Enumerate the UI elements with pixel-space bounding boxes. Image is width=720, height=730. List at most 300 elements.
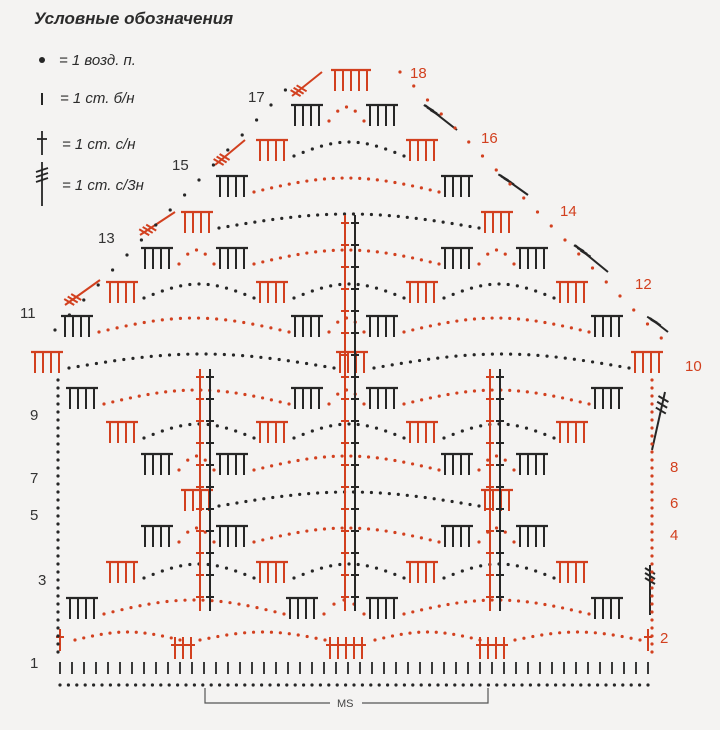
chain-stitch — [650, 538, 653, 541]
chain-stitch — [535, 391, 538, 394]
chain-stitch — [226, 225, 229, 228]
chain-stitch — [255, 606, 258, 609]
chain-stitch — [261, 260, 264, 263]
chain-stitch — [587, 402, 590, 405]
chain-stitch — [650, 570, 653, 573]
row-number-right: 12 — [635, 276, 652, 293]
chain-stitch — [216, 424, 219, 427]
chain-stitch — [384, 289, 387, 292]
repeat-bracket — [205, 688, 488, 710]
chain-stitch — [111, 268, 114, 271]
chain-stitch — [56, 586, 59, 589]
chain-stitch — [161, 429, 164, 432]
chain-stitch — [212, 468, 215, 471]
chain-stitch — [207, 637, 210, 640]
chain-stitch — [420, 258, 423, 261]
chain-stitch — [340, 176, 343, 179]
chain-stitch — [540, 633, 543, 636]
chain-stitch — [358, 455, 361, 458]
chain-stitch — [188, 316, 191, 319]
row-number-left: 3 — [38, 572, 47, 589]
chain-stitch — [552, 395, 555, 398]
chain-stitch — [113, 359, 116, 362]
chain-stitch — [111, 610, 114, 613]
chain-stitch — [336, 683, 339, 686]
chain-stitch — [164, 390, 167, 393]
chain-stitch — [174, 599, 177, 602]
chain-stitch — [297, 633, 300, 636]
chain-stitch — [327, 402, 330, 405]
chain-stitch — [386, 683, 389, 686]
chain-stitch — [97, 330, 100, 333]
chain-stitch — [375, 567, 378, 570]
chain-stitch — [217, 226, 220, 229]
chain-stitch — [252, 683, 255, 686]
chain-stitch — [56, 442, 59, 445]
chain-stitch — [347, 562, 350, 565]
chain-stitch — [224, 318, 227, 321]
chain-stitch — [411, 184, 414, 187]
chain-stitch — [294, 683, 297, 686]
chain-stitch — [314, 528, 317, 531]
chain-stitch — [587, 330, 590, 333]
chain-stitch — [234, 289, 237, 292]
chain-stitch — [495, 248, 498, 251]
chain-stitch — [183, 599, 186, 602]
chain-stitch — [385, 179, 388, 182]
row-number-left: 9 — [30, 407, 39, 424]
chain-stitch — [402, 255, 405, 258]
chain-stitch — [497, 282, 500, 285]
chain-stitch — [340, 526, 343, 529]
chain-stitch — [327, 119, 330, 122]
chain-stitch — [188, 283, 191, 286]
chain-stitch — [495, 168, 498, 171]
chain-stitch — [252, 631, 255, 634]
chain-stitch — [260, 324, 263, 327]
chain-stitch — [173, 389, 176, 392]
chain-stitch — [529, 683, 532, 686]
chain-stitch — [143, 321, 146, 324]
chain-stitch — [437, 190, 440, 193]
chain-stitch — [567, 631, 570, 634]
chain-stitch — [378, 683, 381, 686]
chain-stitch — [558, 631, 561, 634]
chain-stitch — [270, 258, 273, 261]
chain-stitch — [579, 610, 582, 613]
chain-stitch — [288, 533, 291, 536]
chain-stitch — [332, 249, 335, 252]
chain-stitch — [56, 618, 59, 621]
chain-stitch — [218, 683, 221, 686]
chain-stitch — [495, 683, 498, 686]
chain-stitch — [504, 531, 507, 534]
chain-stitch — [134, 683, 137, 686]
row-number-left: 13 — [98, 230, 115, 247]
chain-stitch — [228, 601, 231, 604]
row-number-left: 1 — [30, 655, 39, 672]
chain-stitch — [402, 402, 405, 405]
chain-stitch — [252, 540, 255, 543]
chain-stitch — [255, 118, 258, 121]
chain-stitch — [650, 546, 653, 549]
chain-stitch — [56, 530, 59, 533]
chain-stitch — [67, 366, 70, 369]
chain-stitch — [320, 145, 323, 148]
chain-stitch — [323, 527, 326, 530]
chain-stitch — [177, 468, 180, 471]
chain-stitch — [150, 355, 153, 358]
chain-stitch — [336, 321, 339, 324]
chain-stitch — [122, 358, 125, 361]
chain-stitch — [349, 176, 352, 179]
chain-stitch — [332, 366, 335, 369]
chain-stitch — [516, 424, 519, 427]
chain-stitch — [307, 214, 310, 217]
chain-stitch — [440, 112, 443, 115]
chain-stitch — [201, 599, 204, 602]
chain-stitch — [376, 178, 379, 181]
chain-stitch — [243, 433, 246, 436]
chain-stitch — [311, 569, 314, 572]
chain-stitch — [650, 514, 653, 517]
chain-stitch — [402, 296, 405, 299]
chain-stitch — [382, 365, 385, 368]
chain-stitch — [56, 610, 59, 613]
chain-stitch — [509, 352, 512, 355]
chain-stitch — [570, 398, 573, 401]
chain-stitch — [155, 391, 158, 394]
chain-stitch — [177, 540, 180, 543]
chain-stitch — [543, 321, 546, 324]
chain-stitch — [650, 402, 653, 405]
chain-stitch — [323, 177, 326, 180]
chain-stitch — [287, 359, 290, 362]
chain-stitch — [535, 601, 538, 604]
chain-stitch — [470, 636, 473, 639]
chain-stitch — [314, 456, 317, 459]
chain-stitch — [325, 491, 328, 494]
chain-stitch — [316, 213, 319, 216]
chain-stitch — [517, 389, 520, 392]
chain-stitch — [504, 459, 507, 462]
chain-stitch — [391, 363, 394, 366]
chain-stitch — [214, 353, 217, 356]
chain-stitch — [243, 393, 246, 396]
chain-stitch — [477, 262, 480, 265]
chain-stitch — [349, 248, 352, 251]
chain-stitch — [454, 355, 457, 358]
chain-stitch — [296, 531, 299, 534]
row-number-right: 8 — [670, 459, 679, 476]
chain-stitch — [552, 436, 555, 439]
chain-stitch — [536, 354, 539, 357]
chain-stitch — [262, 219, 265, 222]
chain-stitch — [650, 386, 653, 389]
chain-stitch — [420, 683, 423, 686]
chain-stitch — [305, 362, 308, 365]
chain-stitch — [393, 459, 396, 462]
chain-stitch — [468, 503, 471, 506]
chain-stitch — [233, 319, 236, 322]
chain-stitch — [420, 536, 423, 539]
chain-stitch — [660, 336, 663, 339]
chain-stitch — [234, 569, 237, 572]
chain-stitch — [161, 569, 164, 572]
row-number-left: 5 — [30, 507, 39, 524]
chain-stitch — [56, 490, 59, 493]
chain-stitch — [650, 498, 653, 501]
chain-stitch — [56, 506, 59, 509]
chain-stitch — [433, 219, 436, 222]
chain-stitch — [585, 631, 588, 634]
chain-stitch — [462, 683, 465, 686]
chain-stitch — [650, 426, 653, 429]
chain-stitch — [577, 252, 580, 255]
chain-stitch — [285, 683, 288, 686]
chain-stitch — [53, 328, 56, 331]
chain-stitch — [650, 610, 653, 613]
chain-stitch — [334, 213, 337, 216]
chain-stitch — [287, 402, 290, 405]
chain-stitch — [109, 683, 112, 686]
chain-stitch — [165, 600, 168, 603]
triple-treble-stitch — [140, 212, 175, 235]
chain-stitch — [226, 503, 229, 506]
chain-stitch — [154, 223, 157, 226]
chain-stitch — [388, 214, 391, 217]
chain-stitch — [279, 534, 282, 537]
chain-stitch — [627, 366, 630, 369]
chain-stitch — [197, 316, 200, 319]
chain-stitch — [629, 637, 632, 640]
chain-stitch — [314, 250, 317, 253]
chain-stitch — [320, 287, 323, 290]
triple-treble-stitch — [65, 280, 100, 305]
chain-stitch — [225, 427, 228, 430]
chain-stitch — [433, 497, 436, 500]
chain-stitch — [241, 133, 244, 136]
chain-stitch — [393, 433, 396, 436]
chain-stitch — [650, 586, 653, 589]
chain-stitch — [375, 427, 378, 430]
chain-stitch — [579, 400, 582, 403]
chain-stitch — [495, 526, 498, 529]
chain-stitch — [366, 284, 369, 287]
chain-stitch — [393, 181, 396, 184]
chain-stitch — [516, 564, 519, 567]
chain-stitch — [280, 495, 283, 498]
chain-stitch — [182, 389, 185, 392]
chain-stitch — [438, 395, 441, 398]
chain-stitch — [56, 634, 59, 637]
chain-stitch — [650, 530, 653, 533]
chain-stitch — [169, 208, 172, 211]
chain-stitch — [582, 359, 585, 362]
chain-stitch — [56, 386, 59, 389]
chain-stitch — [479, 564, 482, 567]
chain-stitch — [461, 289, 464, 292]
chain-stitch — [436, 683, 439, 686]
chain-stitch — [612, 633, 615, 636]
row-number-right: 16 — [481, 130, 498, 147]
chain-stitch — [546, 683, 549, 686]
chain-stitch — [403, 683, 406, 686]
chain-stitch — [650, 458, 653, 461]
chain-stitch — [314, 178, 317, 181]
chain-stitch — [56, 402, 59, 405]
chain-stitch — [338, 141, 341, 144]
chain-stitch — [358, 527, 361, 530]
chain-stitch — [650, 626, 653, 629]
chain-stitch — [168, 683, 171, 686]
chain-stitch — [490, 316, 493, 319]
chain-stitch — [186, 353, 189, 356]
chain-stitch — [323, 249, 326, 252]
chain-stitch — [650, 594, 653, 597]
chain-stitch — [270, 631, 273, 634]
chain-stitch — [73, 638, 76, 641]
chain-stitch — [406, 494, 409, 497]
chain-stitch — [170, 636, 173, 639]
chain-stitch — [268, 357, 271, 360]
chain-stitch — [268, 683, 271, 686]
chain-stitch — [429, 188, 432, 191]
chain-stitch — [347, 140, 350, 143]
chain-stitch — [534, 569, 537, 572]
chain-stitch — [438, 323, 441, 326]
chain-stitch — [455, 391, 458, 394]
chain-stitch — [67, 683, 70, 686]
chain-stitch — [216, 564, 219, 567]
chain-stitch — [618, 365, 621, 368]
chain-stitch — [195, 352, 198, 355]
chain-stitch — [253, 221, 256, 224]
row-numbers — [20, 65, 702, 672]
chain-stitch — [327, 683, 330, 686]
chain-stitch — [507, 563, 510, 566]
chain-stitch — [56, 410, 59, 413]
chain-stitch — [424, 218, 427, 221]
chain-stitch — [322, 612, 325, 615]
chain-stitch — [429, 324, 432, 327]
chain-stitch — [579, 683, 582, 686]
chain-stitch — [261, 188, 264, 191]
chain-stitch — [452, 433, 455, 436]
chain-stitch — [244, 222, 247, 225]
chain-stitch — [296, 361, 299, 364]
chain-stitch — [412, 84, 415, 87]
chain-stitch — [131, 357, 134, 360]
chain-stitch — [442, 499, 445, 502]
chain-stitch — [278, 358, 281, 361]
chain-stitch — [140, 238, 143, 241]
chain-stitch — [349, 454, 352, 457]
chain-stitch — [170, 317, 173, 320]
chain-stitch — [361, 683, 364, 686]
chain-stitch — [543, 293, 546, 296]
chain-stitch — [436, 357, 439, 360]
chain-stitch — [252, 296, 255, 299]
chain-stitch — [552, 323, 555, 326]
chain-stitch — [296, 459, 299, 462]
chain-stitch — [56, 594, 59, 597]
chain-stitch — [143, 631, 146, 634]
chain-stitch — [217, 504, 220, 507]
triple-treble-stitch — [292, 72, 322, 96]
chain-stitch — [526, 600, 529, 603]
chain-stitch — [445, 683, 448, 686]
chain-stitch — [518, 353, 521, 356]
chain-stitch — [302, 293, 305, 296]
chain-stitch — [111, 400, 114, 403]
chain-stitch — [186, 531, 189, 534]
chain-stitch — [159, 354, 162, 357]
chain-stitch — [56, 546, 59, 549]
chain-stitch — [420, 186, 423, 189]
chain-stitch — [56, 378, 59, 381]
chain-stitch — [197, 282, 200, 285]
triple-treble-stitch — [215, 140, 245, 165]
chain-stitch — [372, 366, 375, 369]
chain-stitch — [56, 602, 59, 605]
chain-stitch — [314, 637, 317, 640]
chain-stitch — [75, 683, 78, 686]
chain-stitch — [338, 423, 341, 426]
chain-stitch — [650, 434, 653, 437]
chain-stitch — [402, 154, 405, 157]
chain-stitch — [251, 323, 254, 326]
chain-stitch — [470, 427, 473, 430]
chain-stitch — [95, 362, 98, 365]
chain-stitch — [479, 424, 482, 427]
chain-stitch — [451, 222, 454, 225]
chain-stitch — [650, 482, 653, 485]
chain-stitch — [400, 633, 403, 636]
chain-stitch — [461, 634, 464, 637]
triple-treble-bar — [581, 251, 591, 257]
chain-stitch — [178, 638, 181, 641]
chain-stitch — [495, 454, 498, 457]
chain-stitch — [376, 456, 379, 459]
chain-stitch — [650, 490, 653, 493]
chain-stitch — [442, 221, 445, 224]
chain-stitch — [525, 287, 528, 290]
chain-stitch — [56, 434, 59, 437]
chain-stitch — [234, 632, 237, 635]
chain-stitch — [576, 630, 579, 633]
chain-stitch — [367, 177, 370, 180]
chain-stitch — [310, 683, 313, 686]
chain-stitch — [271, 218, 274, 221]
chain-stitch — [429, 396, 432, 399]
chain-stitch — [302, 683, 305, 686]
chain-stitch — [243, 573, 246, 576]
chain-stitch — [246, 604, 249, 607]
chain-stitch — [397, 493, 400, 496]
chain-stitch — [349, 526, 352, 529]
chain-stitch — [461, 429, 464, 432]
chain-stitch — [347, 422, 350, 425]
chain-stitch — [277, 683, 280, 686]
chain-stitch — [478, 638, 481, 641]
chain-stitch — [367, 249, 370, 252]
chain-stitch — [215, 317, 218, 320]
chain-stitch — [306, 635, 309, 638]
chain-stitch — [415, 217, 418, 220]
chain-stitch — [534, 289, 537, 292]
chain-stitch — [393, 253, 396, 256]
